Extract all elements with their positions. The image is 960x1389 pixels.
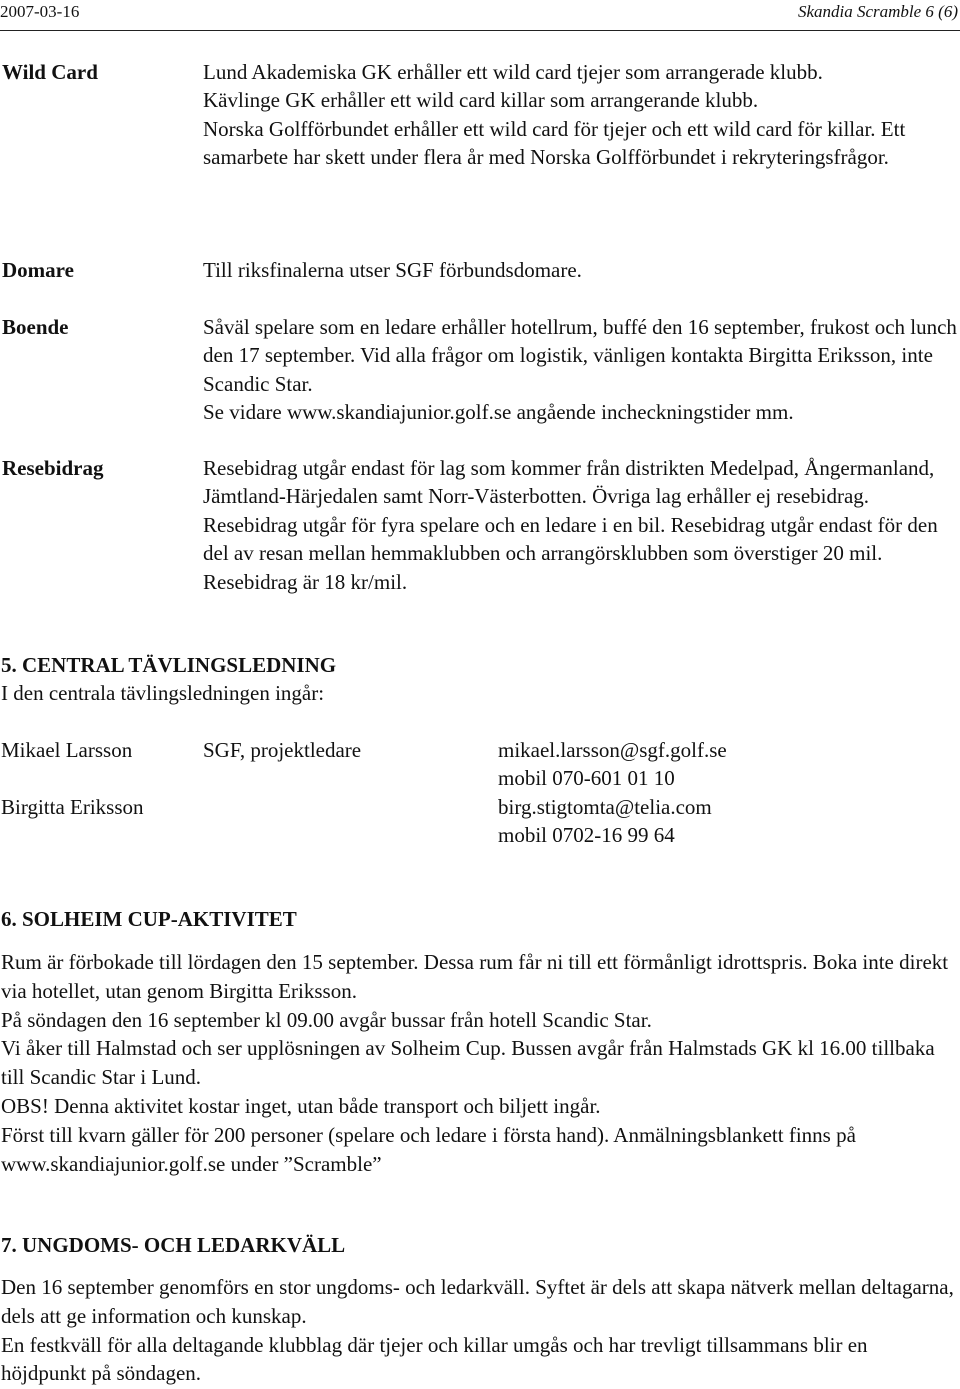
header-date: 2007-03-16 bbox=[0, 2, 80, 21]
ungdoms-text bbox=[1, 1273, 956, 1388]
ungdoms-heading: 7. UNGDOMS- OCH LEDARKVÄLL bbox=[1, 1233, 346, 1257]
solheim-paragraph-3: Vi åker till Halmstad och ser upplösningen av Solheim Cup. Bussen avgår från Halmstads GK kl 16.00 tillbaka till Scandic Star i Lund. bbox=[1, 1036, 935, 1090]
contact-email: mikael.larsson@sgf.golf.se bbox=[498, 738, 727, 762]
solheim-paragraph-1: Rum är förbokade till lördagen den 15 september. Dessa rum får ni till ett förmånligt idrottspris. Boka inte direkt via hotellet, utan genom Birgitta Eriksson. bbox=[1, 950, 949, 1003]
wild-card-text bbox=[203, 58, 958, 172]
wild-card-line-2: Kävlinge GK erhåller ett wild card killar som arrangerande klubb. bbox=[203, 88, 759, 113]
solheim-text bbox=[1, 948, 956, 1178]
solheim-paragraph-5: Först till kvarn gäller för 200 personer (spelare och ledare i första hand). Anmälningsblankett finns på www.skandiajunior.golf.se under ”Scramble” bbox=[1, 1122, 856, 1176]
contact-phone: mobil 0702-16 99 64 bbox=[498, 823, 675, 847]
central-intro: I den centrala tävlingsledningen ingår: bbox=[1, 681, 325, 705]
boende-link-line: Se vidare www.skandiajunior.golf.se angående incheckningstider mm. bbox=[203, 400, 794, 425]
label-wild-card: Wild Card bbox=[2, 60, 98, 84]
contact-name: Birgitta Eriksson bbox=[1, 795, 144, 819]
resebidrag-text: Resebidrag utgår endast för lag som kommer från distrikten Medelpad, Ångermanland, Jämtland-Härjedalen samt Norr-Västerbotten. Övriga lag erhåller ej resebidrag. Resebidrag utgår för fyra spelare och en ledare i en bil. Resebidrag utgår endast för den del av resan mellan hemmaklubben och arrangörsklubben som överstiger 20 mil. Resebidrag är 18 kr/mil. bbox=[203, 456, 938, 594]
label-domare: Domare bbox=[2, 258, 74, 282]
boende-text bbox=[203, 313, 958, 427]
solheim-paragraph-2: På söndagen den 16 september kl 09.00 avgår bussar från hotell Scandic Star. bbox=[1, 1007, 652, 1032]
central-heading: 5. CENTRAL TÄVLINGSLEDNING bbox=[1, 653, 337, 677]
contact-name: Mikael Larsson bbox=[1, 738, 133, 762]
ungdoms-paragraph-1: Den 16 september genomförs en stor ungdoms- och ledarkväll. Syftet är dels att skapa nätverk mellan deltagarna, dels att ge information och kunskap. bbox=[1, 1275, 954, 1328]
ungdoms-paragraph-2: En festkväll för alla deltagande klubblag där tjejer och killar umgås och har trevligt tillsammans blir en höjdpunkt på söndagen. bbox=[1, 1332, 868, 1386]
contact-phone: mobil 070-601 01 10 bbox=[498, 766, 675, 790]
boende-paragraph: Såväl spelare som en ledare erhåller hotellrum, buffé den 16 september, frukost och lunch den 17 september. Vid alla frågor om logistik, vänligen kontakta Birgitta Eriksson, inte Scandic Star. bbox=[203, 315, 957, 396]
label-boende: Boende bbox=[2, 315, 69, 339]
label-resebidrag: Resebidrag bbox=[2, 456, 104, 480]
contact-role: SGF, projektledare bbox=[203, 738, 362, 762]
header-doc-title: Skandia Scramble 6 (6) bbox=[797, 2, 958, 21]
domare-text: Till riksfinalerna utser SGF förbundsdomare. bbox=[203, 258, 582, 282]
solheim-paragraph-4: OBS! Denna aktivitet kostar inget, utan både transport och biljett ingår. bbox=[1, 1093, 601, 1118]
header-rule bbox=[0, 30, 960, 31]
contact-email: birg.stigtomta@telia.com bbox=[498, 795, 712, 819]
solheim-heading: 6. SOLHEIM CUP-AKTIVITET bbox=[1, 907, 297, 931]
wild-card-line-1: Lund Akademiska GK erhåller ett wild card tjejer som arrangerade klubb. bbox=[203, 60, 823, 84]
wild-card-line-3: Norska Golfförbundet erhåller ett wild card för tjejer och ett wild card för killar. Ett samarbete har skett under flera år med Norska Golfförbundet i rekryteringsfrågor. bbox=[203, 116, 906, 170]
